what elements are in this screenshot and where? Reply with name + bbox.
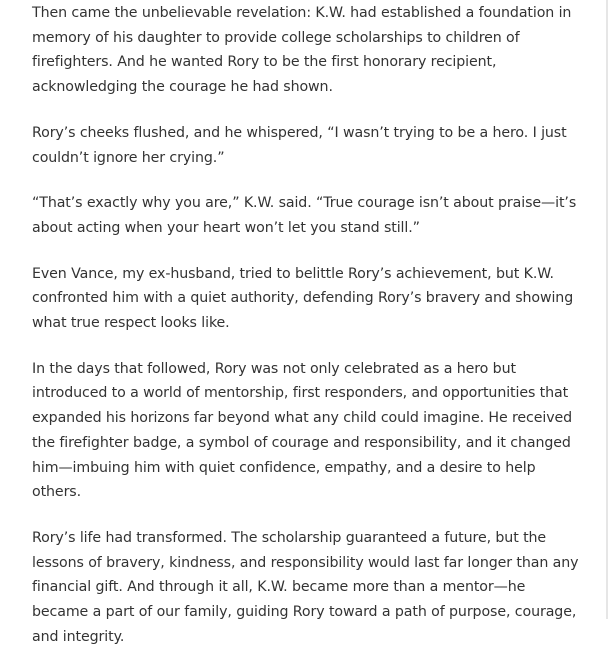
paragraph-days-after: In the days that followed, Rory was not only celebrated as a hero but introduced to a world of mentorship, first responders, and opportunities that expanded his horizons far beyond what any child could imagine. He received the firefighter badge, a symbol of courage and responsibility, and it changed him—imbuing him with quiet confidence, empathy, and a desire to help others. — [32, 360, 573, 501]
paragraph-revelation: Then came the unbelievable revelation: K.W. had established a foundation in memory of his daughter to provide college scholarships to children of firefighters. And he wanted Rory to be the first honorary recipient, acknowledging the courage he had shown. — [32, 5, 572, 96]
article-body — [32, 0, 582, 670]
paragraph-transformed: Rory’s life had transformed. The scholarship guaranteed a future, but the lessons of bravery, kindness, and responsibility would last far longer than any financial gift. And through it all, K.W. became more than a mentor—he became a part of our family, guiding Rory toward a path of purpose, courage, and integrity. — [32, 529, 579, 645]
paragraph-kw-quote: “That’s exactly why you are,” K.W. said. “True courage isn’t about praise—it’s about acting when your heart won’t let you stand still.” — [32, 195, 577, 236]
paragraph-vance: Even Vance, my ex-husband, tried to belittle Rory’s achievement, but K.W. confronted him with a quiet authority, defending Rory’s bravery and showing what true respect looks like. — [32, 265, 574, 332]
paragraph-rory-reply: Rory’s cheeks flushed, and he whispered, “I wasn’t trying to be a hero. I just couldn’t ignore her crying.” — [32, 124, 567, 166]
